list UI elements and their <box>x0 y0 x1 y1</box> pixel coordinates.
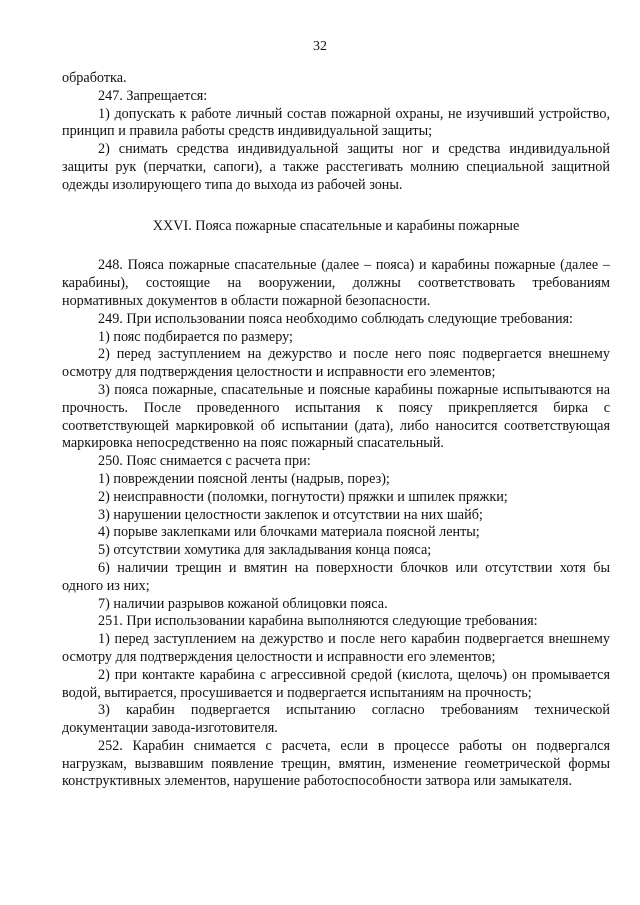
paragraph: 2) перед заступлением на дежурство и после него пояс подвергается внешнему осмотру для подтверждения целостности и исправности его элементов; <box>62 346 610 381</box>
document-body <box>62 70 610 791</box>
paragraph: 247. Запрещается: <box>98 87 208 104</box>
paragraph: 3) карабин подвергается испытанию согласно требованиям технической документации завода-изготовителя. <box>62 702 610 737</box>
paragraph: 1) допускать к работе личный состав пожарной охраны, не изучивший устройство, принцип и правила работы средств индивидуальной защиты; <box>62 105 610 140</box>
page-number: 32 <box>313 39 327 54</box>
paragraph: 249. При использовании пояса необходимо соблюдать следующие требования: <box>98 310 574 327</box>
paragraph: 250. Пояс снимается с расчета при: <box>98 453 311 470</box>
paragraph: 2) снимать средства индивидуальной защиты ног и средства индивидуальной защиты рук (перчатки, сапоги), а также расстегивать молнию специальной защитной одежды изолирующего типа до выхода из рабочей зоны. <box>62 141 610 193</box>
paragraph: обработка. <box>62 70 127 86</box>
paragraph: 252. Карабин снимается с расчета, если в процессе работы он подвергался нагрузкам, вызвавшим появление трещин, вмятин, изменение геометрической формы конструктивных элементов, нарушение работоспособности затвора или замыкателя. <box>62 737 610 790</box>
paragraph: 2) при контакте карабина с агрессивной средой (кислота, щелочь) он промывается водой, вытирается, просушивается и подвергается испытаниям на прочность; <box>62 666 610 701</box>
paragraph: 251. При использовании карабина выполняются следующие требования: <box>98 613 538 630</box>
paragraph: 3) пояса пожарные, спасательные и поясные карабины пожарные испытываются на прочность. После проведенного испытания к поясу прикрепляется бирка с соответствующей маркировкой об испытании (дата), либо наносится соответствующая маркировка непосредственно на пояс пожарный спасательный. <box>62 381 610 452</box>
paragraph: 1) перед заступлением на дежурство и после него карабин подвергается внешнему осмотру для подтверждения целостности и исправности его элементов; <box>62 631 610 665</box>
paragraph: 5) отсутствии хомутика для закладывания конца пояса; <box>98 542 432 559</box>
paragraph: 2) неисправности (поломки, погнутости) пряжки и шпилек пряжки; <box>98 488 508 505</box>
paragraph: 7) наличии разрывов кожаной облицовки пояса. <box>98 595 388 612</box>
paragraph: 248. Пояса пожарные спасательные (далее – пояса) и карабины пожарные (далее – карабины), состоящие на вооружении, должны соответствовать требованиям нормативных документов в области пожарной безопасности. <box>62 257 610 309</box>
paragraph: 6) наличии трещин и вмятин на поверхности блочков или отсутствии хотя бы одного из них; <box>62 559 610 594</box>
section-heading: XXVI. Пояса пожарные спасательные и карабины пожарные <box>152 217 520 234</box>
paragraph: 3) нарушении целостности заклепок и отсутствии на них шайб; <box>98 506 483 523</box>
paragraph: 4) порыве заклепками или блочками материала поясной ленты; <box>98 524 480 541</box>
paragraph: 1) пояс подбирается по размеру; <box>98 328 293 345</box>
paragraph: 1) повреждении поясной ленты (надрыв, порез); <box>98 470 390 487</box>
